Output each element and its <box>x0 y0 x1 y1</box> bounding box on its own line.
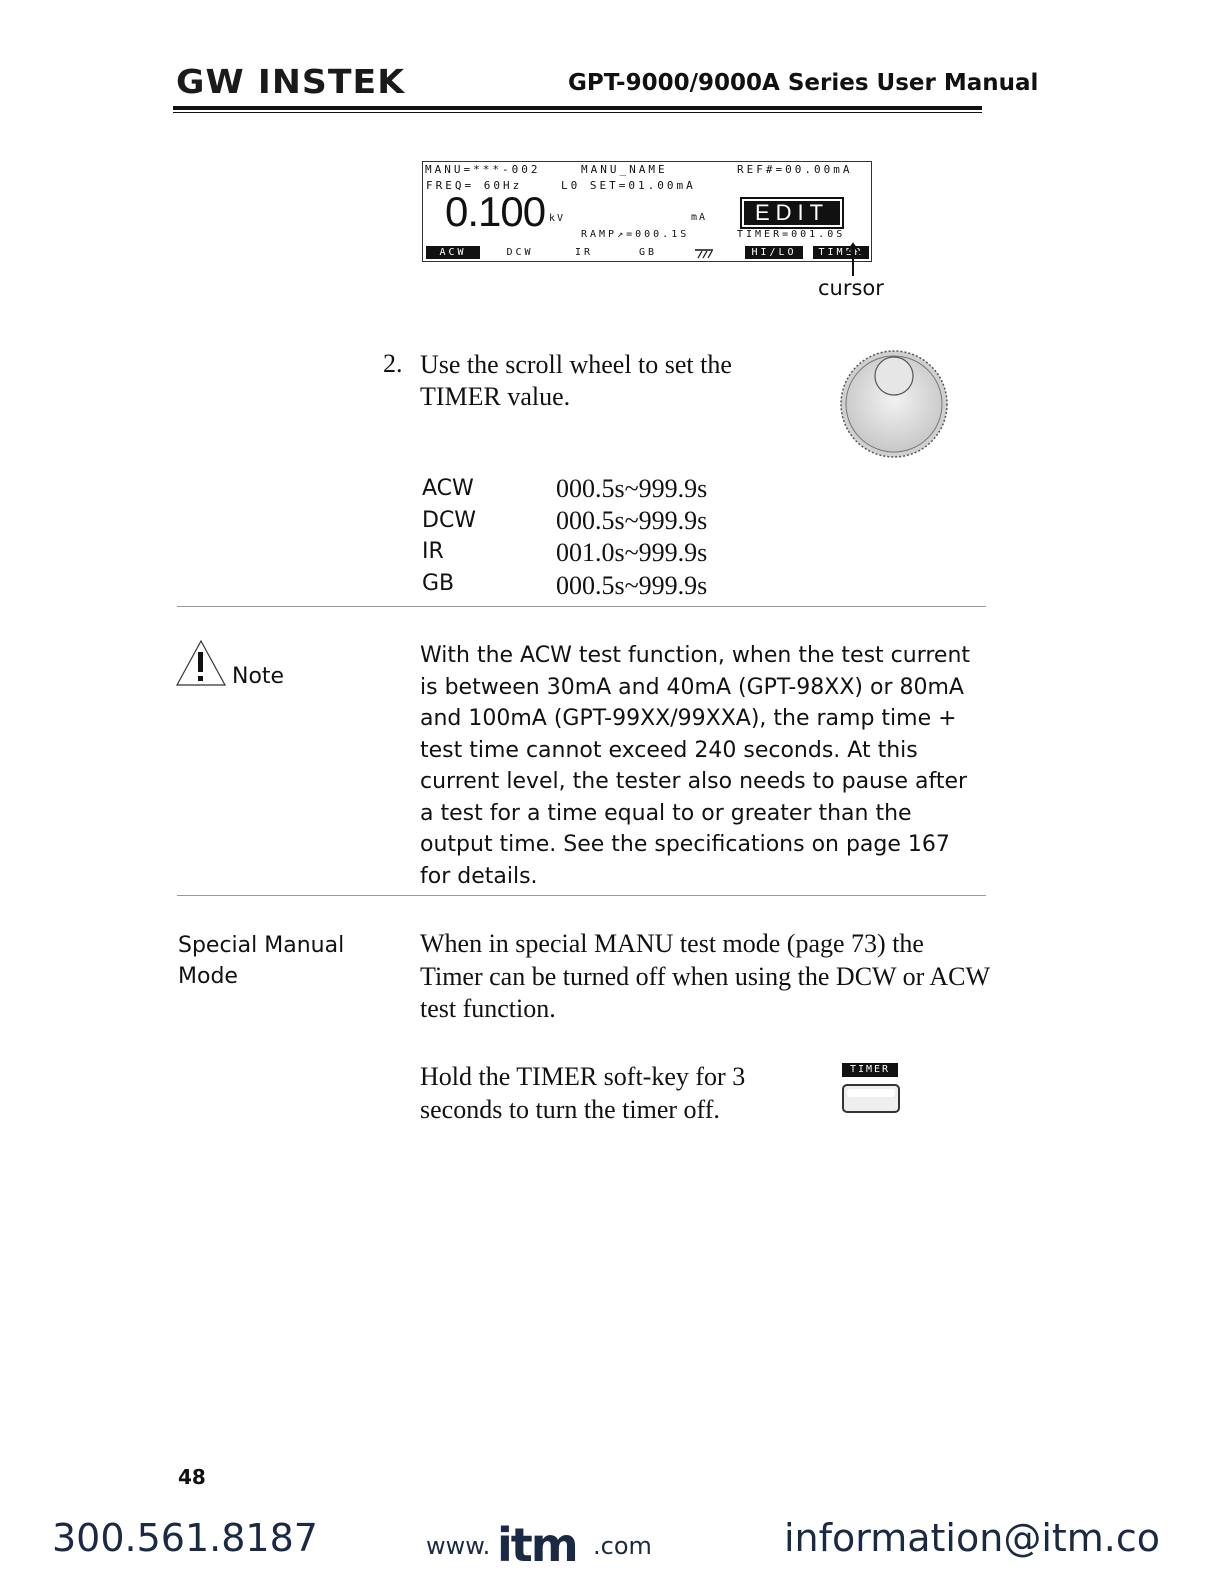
warning-icon <box>176 638 228 688</box>
lcd-softkey-dcw: DCW <box>506 247 534 258</box>
footer-email: information@itm.co <box>784 1516 1161 1560</box>
lcd-mode-badge <box>740 197 844 229</box>
footer-com: .com <box>593 1532 652 1560</box>
header-rule <box>173 106 982 110</box>
lcd-softkey-ir: IR <box>574 247 594 258</box>
header-rule-thin <box>173 112 982 113</box>
footer-www: www. <box>426 1532 491 1560</box>
timer-softkey-label: TIMER <box>842 1063 898 1077</box>
cursor-label: cursor <box>818 276 884 300</box>
brand-logo: GW INSTEK <box>176 62 406 101</box>
lcd-softkey-acw: ACW <box>426 246 480 259</box>
lcd-voltage-unit: kV <box>549 213 566 224</box>
section-divider <box>177 606 986 607</box>
range-name: GB <box>422 571 455 596</box>
lcd-screen <box>422 161 872 262</box>
manual-title: GPT-9000/9000A Series User Manual <box>568 70 1039 96</box>
footer-phone: 300.561.8187 <box>52 1516 318 1560</box>
page-number: 48 <box>178 1465 206 1489</box>
range-value: 000.5s~999.9s <box>556 474 708 503</box>
step-number: 2. <box>383 349 403 378</box>
lcd-set: L0 SET=01.00mA <box>561 179 696 192</box>
range-name: ACW <box>422 476 474 501</box>
scroll-wheel-icon <box>838 348 950 460</box>
hold-timer-text: Hold the TIMER soft-key for 3 seconds to turn the timer off. <box>420 1062 746 1124</box>
range-name: DCW <box>422 508 477 533</box>
note-text: With the ACW test function, when the test current is between 30mA and 40mA (GPT-98XX) or 80mA and 100mA (GPT-99XX/99XXA), the ramp time + test time cannot exceed 240 seconds. At this current level, the tester also needs to pause after a test for a time equal to or greater than the output time. See the specifications on page 167 for details. <box>420 643 971 889</box>
range-name: IR <box>422 539 444 564</box>
lcd-mode-text: EDIT <box>744 201 840 225</box>
lcd-softkey-hilo: HI/LO <box>745 246 803 259</box>
range-value: 001.0s~999.9s <box>556 538 708 567</box>
lcd-softkey-timer: TIMER <box>813 246 869 259</box>
lcd-ref: REF#=00.00mA <box>737 163 853 176</box>
range-value: 000.5s~999.9s <box>556 506 708 535</box>
note-label: Note <box>232 664 285 689</box>
cursor-arrow-icon <box>843 240 863 278</box>
timer-softkey-icon <box>842 1084 900 1113</box>
special-manual-label: Special Manual Mode <box>178 933 345 989</box>
lcd-timer: TIMER=001.0S <box>737 229 846 240</box>
lcd-ramp: RAMP↗=000.1S <box>581 229 690 240</box>
lcd-manu-name: MANU_NAME <box>581 163 668 176</box>
ground-icon <box>693 247 715 259</box>
section-divider <box>177 895 986 896</box>
special-manual-text: When in special MANU test mode (page 73) the Timer can be turned off when using the DCW or ACW test function. <box>420 929 990 1023</box>
lcd-current-unit: mA <box>691 212 708 223</box>
lcd-softkey-gb: GB <box>638 247 658 258</box>
footer-logo: itm <box>497 1518 577 1572</box>
range-value: 000.5s~999.9s <box>556 571 708 600</box>
lcd-freq: FREQ= 60Hz <box>426 179 523 192</box>
lcd-voltage-value: 0.100 <box>445 188 546 235</box>
lcd-manu-number: MANU=***-002 <box>425 163 541 176</box>
step-text: Use the scroll wheel to set the TIMER value. <box>420 350 732 411</box>
